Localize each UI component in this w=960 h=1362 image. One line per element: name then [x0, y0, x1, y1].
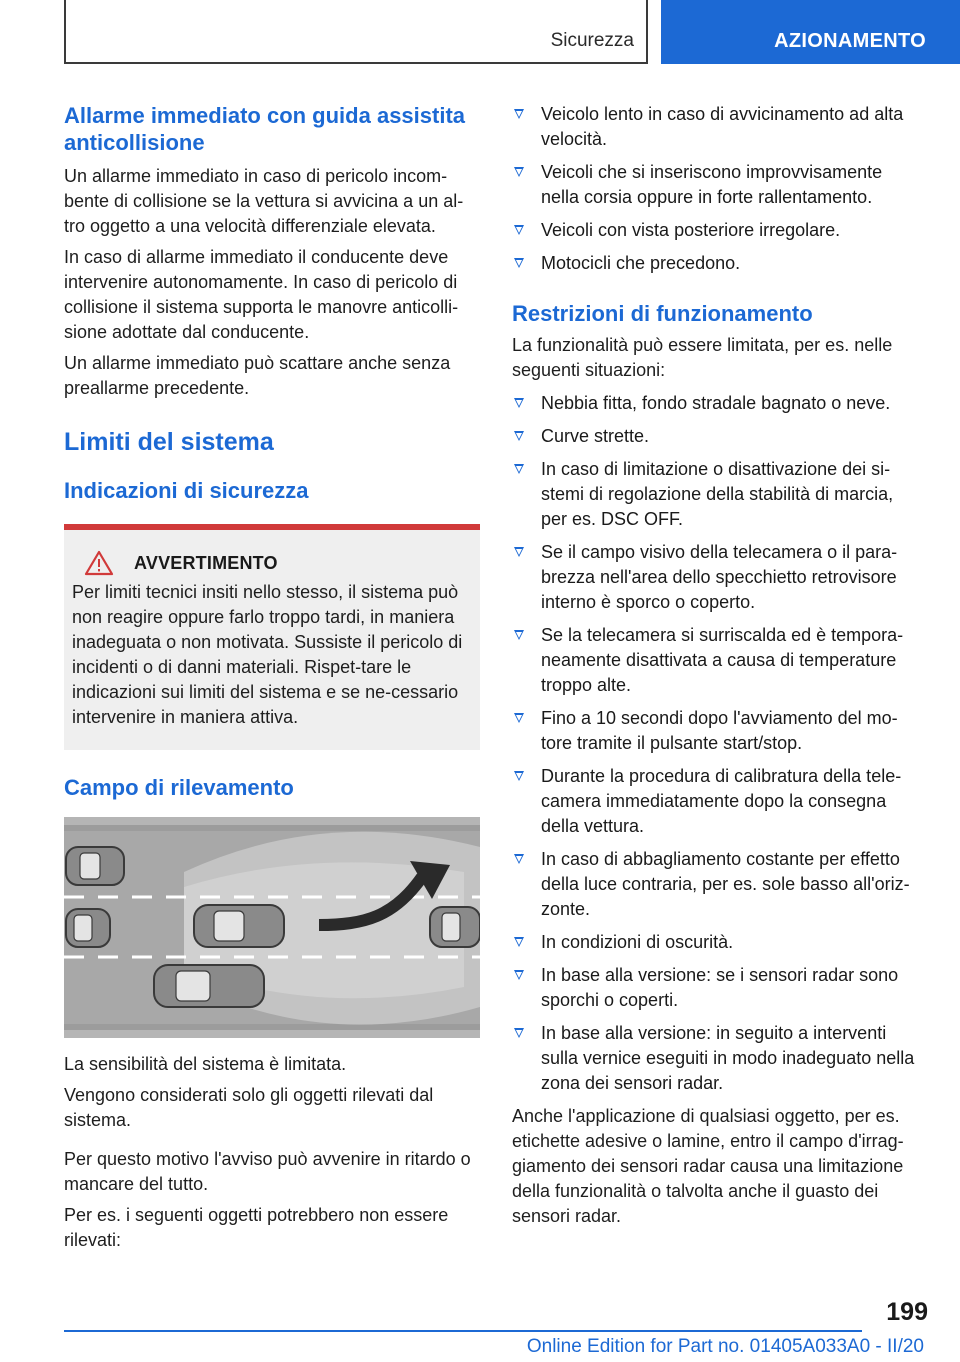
header-section-tab — [64, 0, 648, 64]
list-item: In condizioni di oscurità. — [512, 930, 924, 955]
bullet-list-restrictions — [512, 391, 924, 1096]
left-column — [64, 102, 480, 1253]
heading-limiti: Limiti del sistema — [64, 428, 274, 456]
bullet-arrow-icon — [514, 970, 524, 980]
bullet-arrow-icon — [514, 937, 524, 947]
bullet-arrow-icon — [514, 464, 524, 474]
warning-title: AVVERTIMENTO — [134, 552, 278, 573]
paragraph: La sensibilità del sistema è limitata. — [64, 1054, 347, 1074]
list-item: Veicoli che si inseriscono improvvisamente nella corsia oppure in forte rallentamento. — [512, 160, 924, 210]
heading-allarme: Allarme immediato con guida assistita anticollisione — [64, 103, 466, 155]
list-item: In caso di limitazione o disattivazione dei si-stemi di regolazione della stabilità di marcia, per es. DSC OFF. — [512, 457, 924, 532]
paragraph: La funzionalità può essere limitata, per es. nelle seguenti situazioni: — [512, 335, 893, 380]
list-item: Se la telecamera si surriscalda ed è tempora-neamente disattivata a causa di temperature troppo alte. — [512, 623, 924, 698]
heading-restrizioni: Restrizioni di funzionamento — [512, 301, 813, 326]
header-section-label: Sicurezza — [550, 30, 634, 51]
header-chapter-label: AZIONAMENTO — [774, 30, 926, 52]
paragraph: Per questo motivo l'avviso può avvenire in ritardo o mancare del tutto. — [64, 1149, 471, 1194]
bullet-arrow-icon — [514, 1028, 524, 1038]
paragraph: Vengono considerati solo gli oggetti rilevati dal sistema. — [64, 1085, 434, 1130]
paragraph: Un allarme immediato può scattare anche senza preallarme precedente. — [64, 353, 451, 398]
list-item: In base alla versione: se i sensori radar sono sporchi o coperti. — [512, 963, 924, 1013]
bullet-arrow-icon — [514, 630, 524, 640]
list-item: Fino a 10 secondi dopo l'avviamento del mo-tore tramite il pulsante start/stop. — [512, 706, 924, 756]
bullet-arrow-icon — [514, 398, 524, 408]
bullet-list-undetected — [512, 102, 924, 276]
bullet-arrow-icon — [514, 225, 524, 235]
heading-campo: Campo di rilevamento — [64, 775, 294, 800]
header-chapter-tab — [661, 0, 960, 64]
paragraph: Anche l'applicazione di qualsiasi oggetto, per es. etichette adesive o lamine, entro il campo d'irrag-giamento dei sensori radar causa una limitazione della funzionalità o talvolta anche il guasto dei sensori radar. — [512, 1106, 904, 1226]
footer-divider — [64, 1330, 862, 1332]
list-item: Motocicli che precedono. — [512, 251, 924, 276]
bullet-arrow-icon — [514, 431, 524, 441]
right-column — [512, 102, 924, 1229]
warning-triangle-icon — [84, 550, 114, 576]
list-item: Durante la procedura di calibratura della tele-camera immediatamente dopo la consegna della vettura. — [512, 764, 924, 839]
footer-edition: Online Edition for Part no. 01405A033A0 - II/20 — [526, 1336, 924, 1357]
bullet-arrow-icon — [514, 713, 524, 723]
list-item: Se il campo visivo della telecamera o il para-brezza nell'area dello specchietto retrovisore interno è sporco o coperto. — [512, 540, 924, 615]
paragraph: Per es. i seguenti oggetti potrebbero non essere rilevati: — [64, 1205, 449, 1250]
bullet-arrow-icon — [514, 771, 524, 781]
bullet-arrow-icon — [514, 109, 524, 119]
list-item: In caso di abbagliamento costante per effetto della luce contraria, per es. sole basso all'oriz-zonte. — [512, 847, 924, 922]
list-item: In base alla versione: in seguito a interventi sulla vernice eseguiti in modo inadeguato nella zona dei sensori radar. — [512, 1021, 924, 1096]
list-item: Nebbia fitta, fondo stradale bagnato o neve. — [512, 391, 924, 416]
bullet-arrow-icon — [514, 547, 524, 557]
paragraph: In caso di allarme immediato il conducente deve intervenire autonomamente. In caso di pericolo di collisione il sistema supporta le manovre anticolli-sione adottate dal conducente. — [64, 247, 459, 342]
list-item: Veicolo lento in caso di avvicinamento ad alta velocità. — [512, 102, 924, 152]
warning-text: Per limiti tecnici insiti nello stesso, il sistema può non reagire oppure farlo troppo tardi, in maniera inadeguata o non motivata. Sussiste il pericolo di incidenti o di danni materiali. Rispet-tare le indicazioni sui limiti del sistema e se ne-cessario intervenire in maniera attiva. — [72, 582, 463, 727]
paragraph: Un allarme immediato in caso di pericolo incom-bente di collisione se la vettura si avvicina a un al-tro oggetto a una velocità differenziale elevata. — [64, 166, 464, 236]
list-item: Curve strette. — [512, 424, 924, 449]
bullet-arrow-icon — [514, 258, 524, 268]
list-item: Veicoli con vista posteriore irregolare. — [512, 218, 924, 243]
bullet-arrow-icon — [514, 167, 524, 177]
detection-range-illustration — [64, 817, 480, 1038]
heading-indicazioni: Indicazioni di sicurezza — [64, 478, 309, 503]
page-number: 199 — [886, 1298, 928, 1326]
bullet-arrow-icon — [514, 854, 524, 864]
warning-box — [64, 524, 480, 750]
